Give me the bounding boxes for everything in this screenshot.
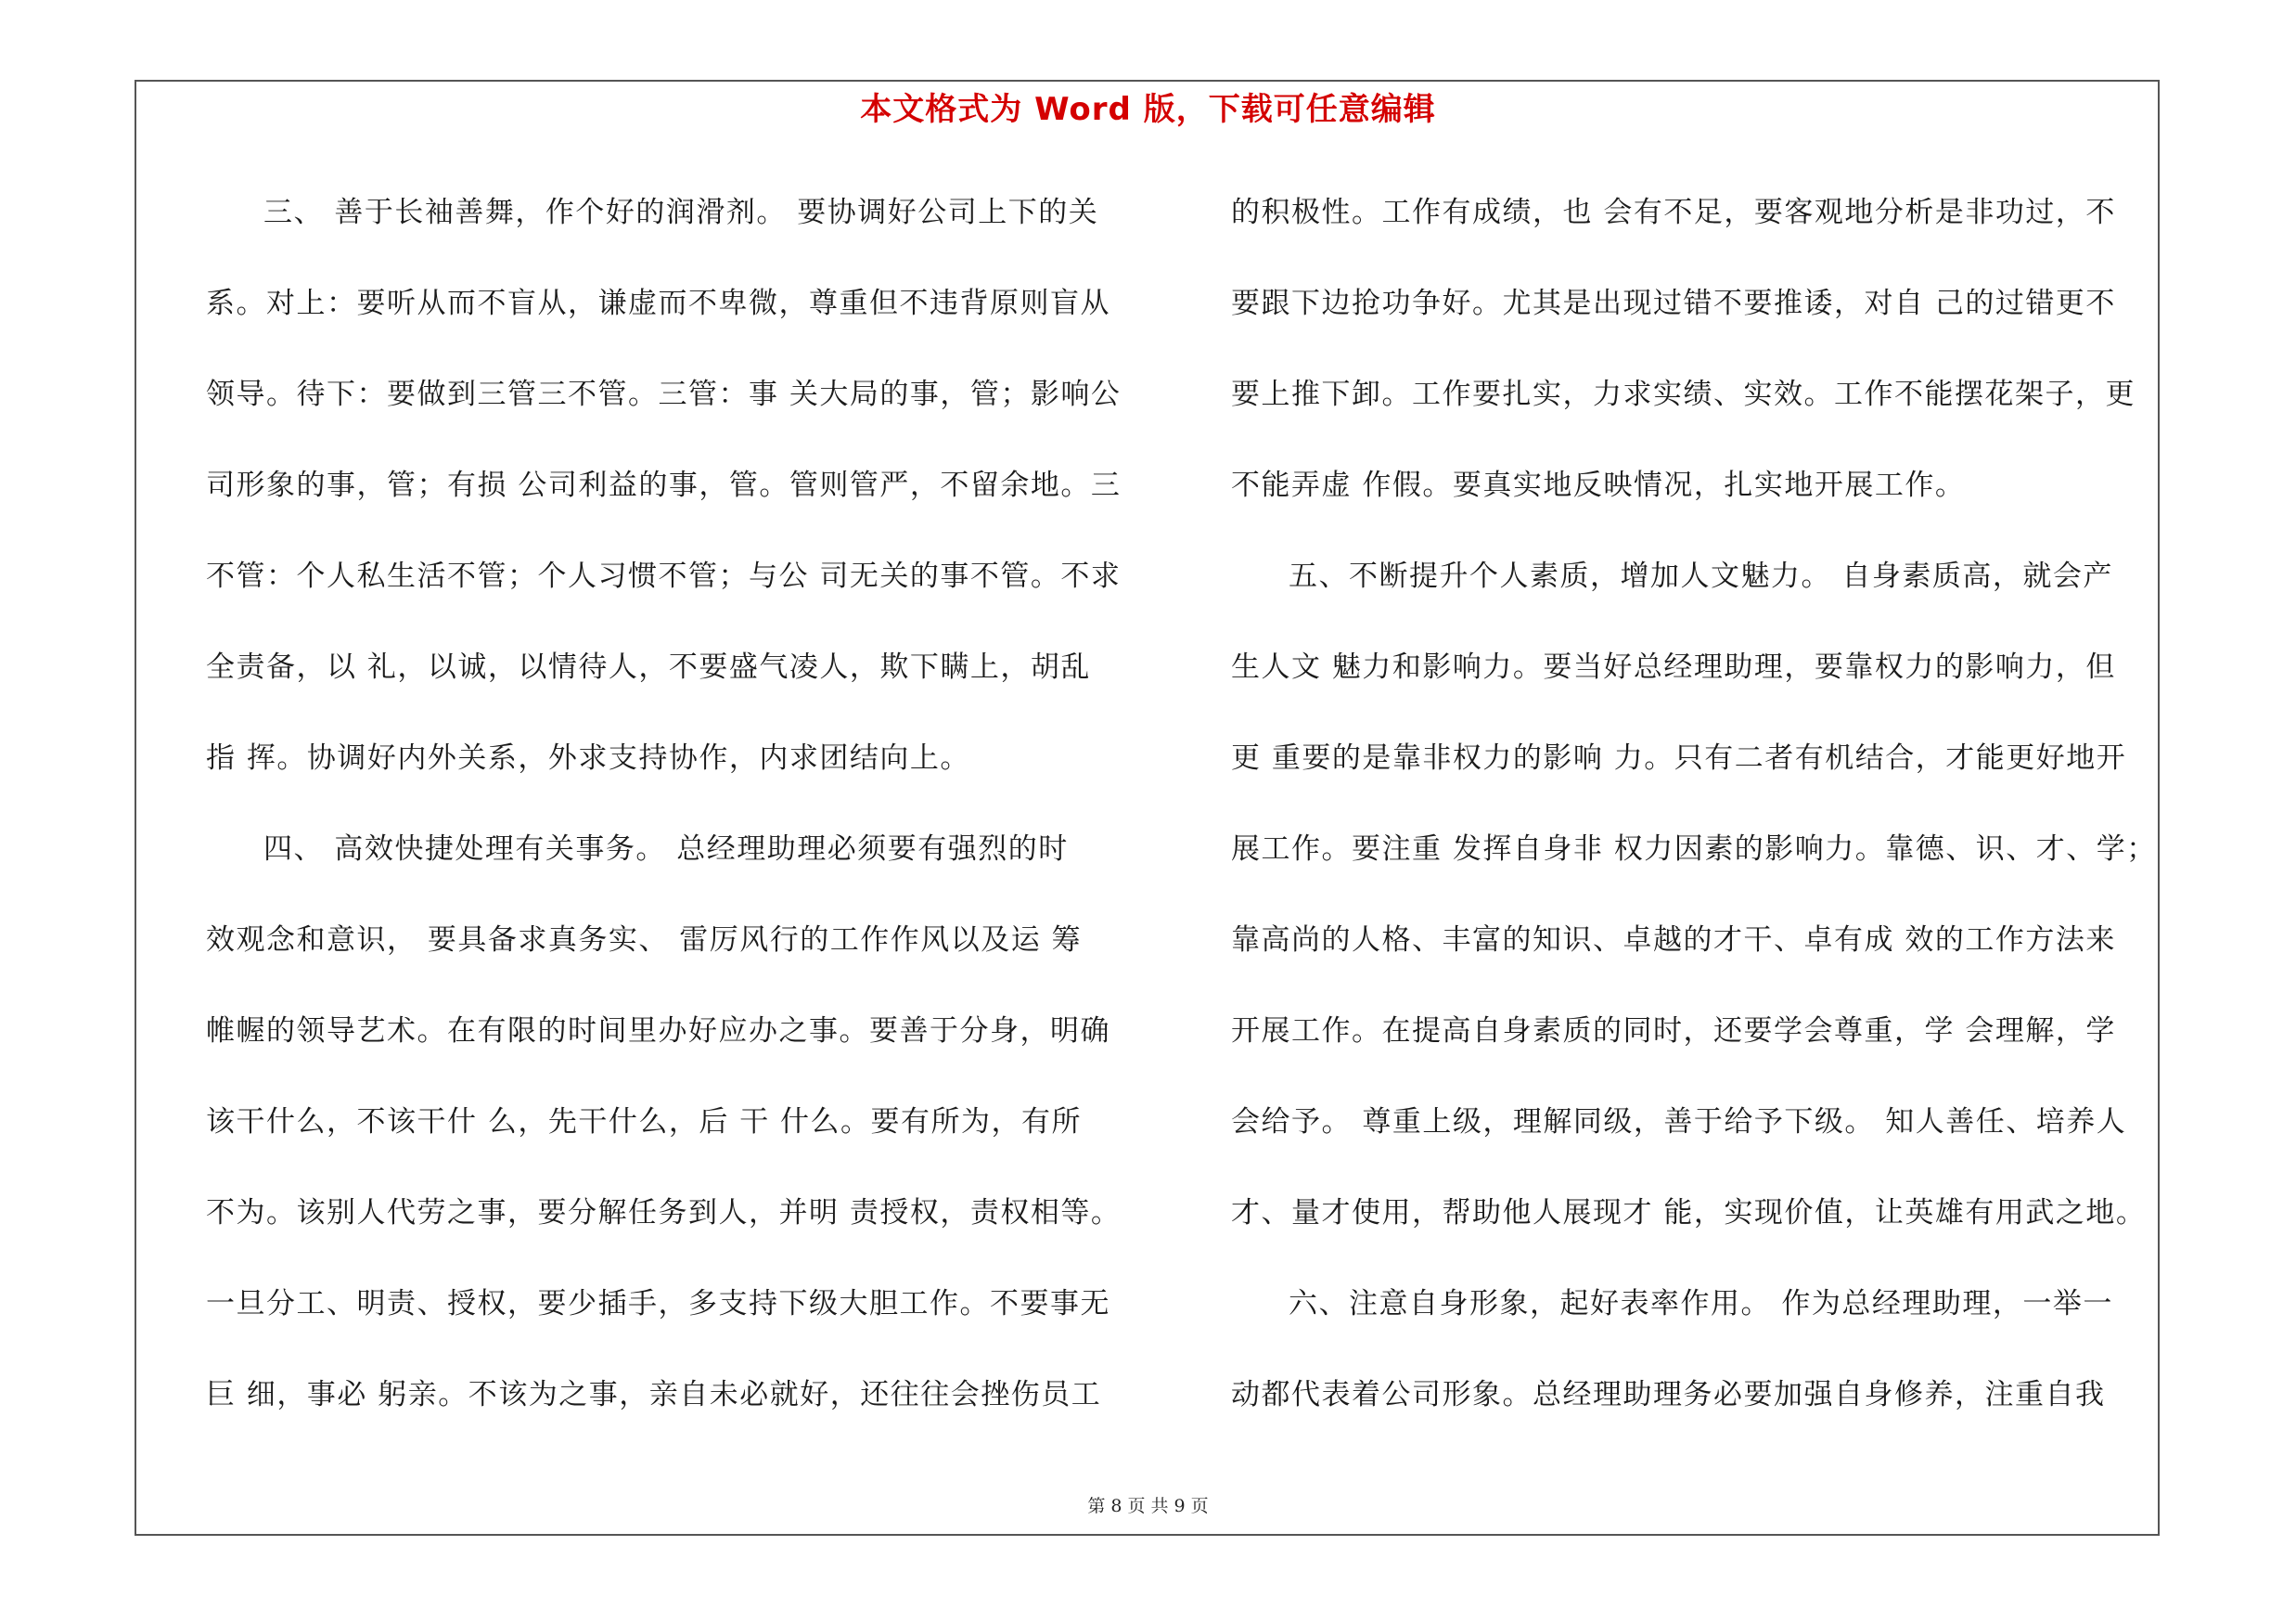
- paragraph-line: 生人文 魅力和影响力。要当好总经理助理，要靠权力的影响力，但: [1231, 650, 2116, 684]
- paragraph-line: 领导。待下：要做到三管三不管。三管：事 关大局的事，管；影响公: [206, 378, 1122, 411]
- paragraph-line: 司形象的事，管；有损 公司利益的事，管。管则管严，不留余地。三: [206, 469, 1122, 502]
- page-number-footer: 第 8 页 共 9 页: [1087, 1496, 1209, 1516]
- paragraph-line: 巨 细，事必 躬亲。不该为之事，亲自未必就好，还往往会挫伤员工: [206, 1378, 1102, 1411]
- paragraph-line: 要上推下卸。工作要扎实，力求实绩、实效。工作不能摆花架子，更: [1231, 378, 2136, 411]
- paragraph-line: 三、 善于长袖善舞，作个好的润滑剂。 要协调好公司上下的关: [263, 196, 1099, 229]
- paragraph-line: 靠高尚的人格、丰富的知识、卓越的才干、卓有成 效的工作方法来: [1231, 923, 2116, 957]
- right-text-column: [1231, 184, 2163, 1457]
- paragraph-line: 动都代表着公司形象。总经理助理务必要加强自身修养，注重自我: [1231, 1378, 2106, 1411]
- paragraph-line: 六、注意自身形象，起好表率作用。 作为总经理助理，一举一: [1289, 1287, 2113, 1320]
- paragraph-line: 五、不断提升个人素质，增加人文魅力。 自身素质高，就会产: [1289, 560, 2113, 593]
- paragraph-line: 指 挥。协调好内外关系，外求支持协作，内求团结向上。: [206, 741, 970, 775]
- paragraph-line: 要跟下边抢功争好。尤其是出现过错不要推诿，对自 己的过错更不: [1231, 287, 2116, 320]
- paragraph-line: 四、 高效快捷处理有关事务。 总经理助理必须要有强烈的时: [263, 832, 1069, 866]
- paragraph-line: 开展工作。在提高自身素质的同时，还要学会尊重，学 会理解，学: [1231, 1014, 2116, 1048]
- left-text-column: [206, 184, 1134, 1457]
- paragraph-line: 一旦分工、明责、授权，要少插手，多支持下级大胆工作。不要事无: [206, 1287, 1110, 1320]
- paragraph-line: 不能弄虚 作假。要真实地反映情况，扎实地开展工作。: [1231, 469, 1966, 502]
- document-banner: 本文格式为 Word 版，下载可任意编辑: [860, 91, 1436, 128]
- paragraph-line: 更 重要的是靠非权力的影响 力。只有二者有机结合，才能更好地开: [1231, 741, 2127, 775]
- paragraph-line: 才、量才使用，帮助他人展现才 能，实现价值，让英雄有用武之地。: [1231, 1196, 2147, 1230]
- paragraph-line: 系。对上：要听从而不盲从，谦虚而不卑微，尊重但不违背原则盲从: [206, 287, 1110, 320]
- paragraph-line: 不管：个人私生活不管；个人习惯不管；与公 司无关的事不管。不求: [206, 560, 1122, 593]
- paragraph-line: 不为。该别人代劳之事，要分解任务到人，并明 责授权，责权相等。: [206, 1196, 1122, 1230]
- paragraph-line: 展工作。要注重 发挥自身非 权力因素的影响力。靠德、识、才、学；: [1231, 832, 2157, 866]
- paragraph-line: 全责备，以 礼，以诚，以情待人，不要盛气凌人，欺下瞒上，胡乱: [206, 650, 1091, 684]
- paragraph-line: 该干什么，不该干什 么，先干什么，后 干 什么。要有所为，有所: [206, 1105, 1083, 1139]
- paragraph-line: 效观念和意识， 要具备求真务实、 雷厉风行的工作作风以及运 筹: [206, 923, 1083, 957]
- paragraph-line: 帷幄的领导艺术。在有限的时间里办好应办之事。要善于分身，明确: [206, 1014, 1110, 1048]
- paragraph-line: 会给予。 尊重上级，理解同级，善于给予下级。 知人善任、培养人: [1231, 1105, 2127, 1139]
- paragraph-line: 的积极性。工作有成绩，也 会有不足，要客观地分析是非功过，不: [1231, 196, 2116, 229]
